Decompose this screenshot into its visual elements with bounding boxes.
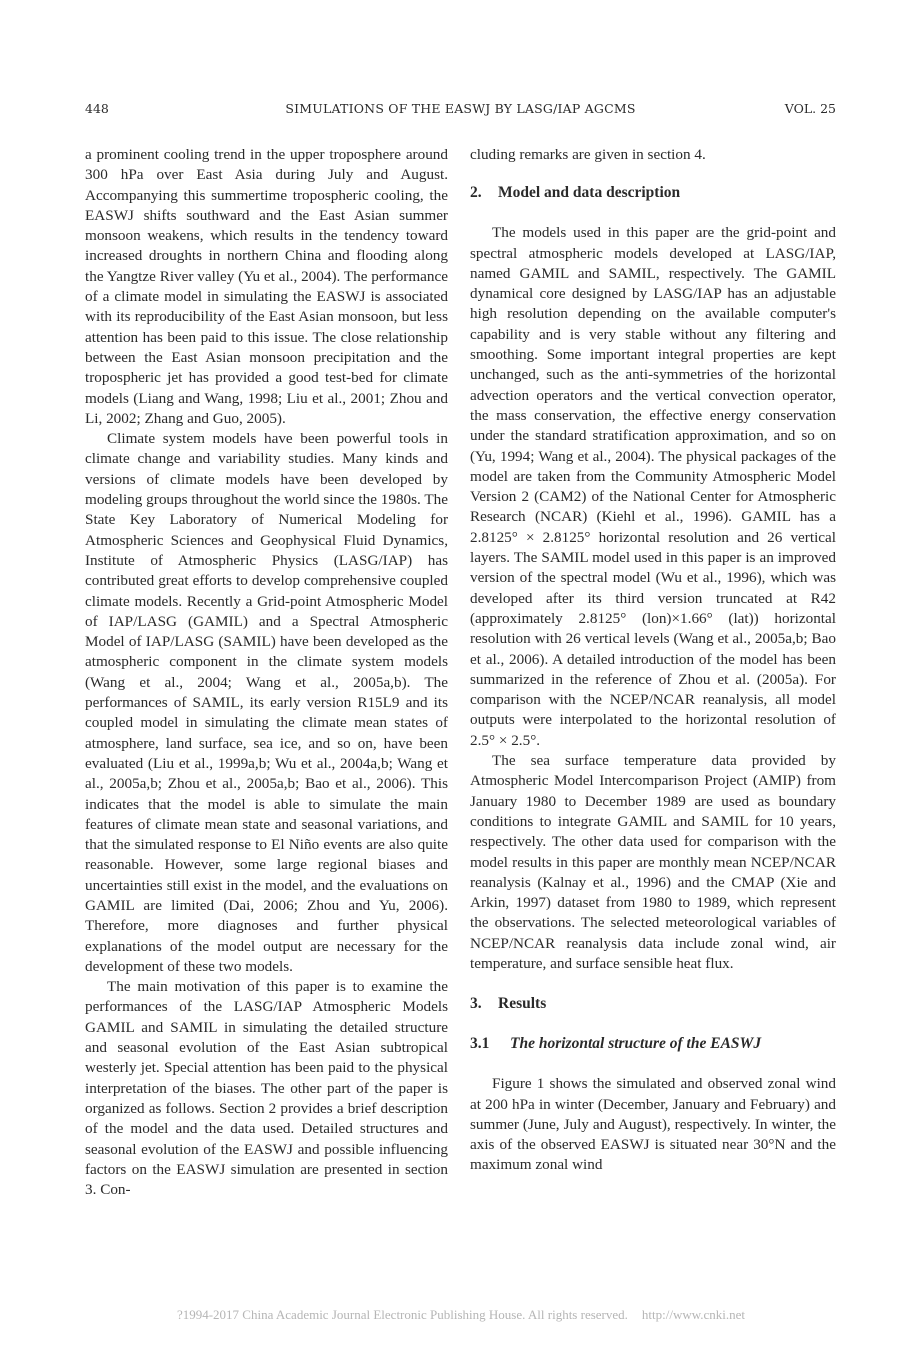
paragraph: The main motivation of this paper is to examine the performances of the LASG/IAP Atmospheric Models GAMIL and SAMIL in simulating the detailed structure and seasonal evolution of the East Asian subtropical westerly jet. Special attention has been paid to the physical interpretation of the biases. The other part of the paper is organized as follows. Section 2 provides a brief description of the model and the data used. Detailed structures and seasonal evolution of the EASWJ and possible influencing factors on the EASWJ simulation are presented in section 3. Con- bbox=[85, 978, 448, 1199]
volume-label: VOL. 25 bbox=[784, 101, 836, 116]
paragraph: The sea surface temperature data provided by Atmospheric Model Intercomparison Project (AMIP) from January 1980 to December 1989 are used as boundary conditions to integrate GAMIL and SAMIL for 10 years, respectively. The other data used for comparison with the model results in this paper are monthly mean NCEP/NCAR reanalysis (Kalnay et al., 1996) and the CMAP (Xie and Arkin, 1997) dataset from 1980 to 1989, which represent the observations. The selected meteorological variables of NCEP/NCAR reanalysis data include zonal wind, air temperature, and surface sensible heat flux. bbox=[470, 752, 836, 972]
running-header bbox=[85, 101, 836, 121]
copyright-text: ?1994-2017 China Academic Journal Electronic Publishing House. All rights reserved. bbox=[176, 1307, 628, 1322]
subsection-number: 3.1 bbox=[470, 1035, 490, 1053]
paragraph: cluding remarks are given in section 4. bbox=[470, 146, 706, 163]
subsection-title: The horizontal structure of the EASWJ bbox=[510, 1035, 762, 1053]
copyright-footer bbox=[0, 1307, 922, 1323]
section-number: 3. bbox=[470, 995, 482, 1013]
paragraph: Climate system models have been powerful tools in climate change and variability studies. Many kinds and versions of climate models have been developed by modeling groups throughout the world since the 1980s. The State Key Laboratory of Numerical Modeling for Atmospheric Sciences and Geophysical Fluid Dynamics, Institute of Atmospheric Physics (LASG/IAP) has contributed great efforts to develop comprehensive coupled climate models. Recently a Grid-point Atmospheric Model of IAP/LASG (GAMIL) and a Spectral Atmospheric Model of IAP/LASG (SAMIL) have been developed as the atmospheric component in the climate system models (Wang et al., 2004; Wang et al., 2005a,b). The performances of SAMIL, its early version R15L9 and its coupled model in simulating the climate mean states of atmosphere, land surface, sea ice, and so on, have been evaluated (Liu et al., 1999a,b; Wu et al., 2004a,b; Wang et al., 2005a,b; Zhou et al., 2005a,b; Bao et al., 2006). This indicates that the model is able to simulate the main features of climate mean state and seasonal variations, and that the simulated response to El Niño events are also quite reasonable. However, some large regional biases and uncertainties still exist in the model, and the evaluations on GAMIL are limited (Dai, 2006; Zhou and Yu, 2006). Therefore, more diagnoses and further physical explanations of the model output are necessary for the development of these two models. bbox=[85, 430, 448, 975]
section-title: Model and data description bbox=[498, 184, 681, 202]
right-column bbox=[470, 145, 836, 1176]
running-title: SIMULATIONS OF THE EASWJ BY LASG/IAP AGCMS bbox=[285, 101, 636, 116]
section-heading-2 bbox=[470, 183, 836, 203]
left-column bbox=[85, 145, 448, 1200]
subsection-heading-3-1 bbox=[470, 1034, 836, 1054]
page-number: 448 bbox=[85, 101, 109, 116]
footer-url: http://www.cnki.net bbox=[641, 1307, 746, 1322]
section-number: 2. bbox=[470, 184, 482, 202]
paragraph: Figure 1 shows the simulated and observed zonal wind at 200 hPa in winter (December, January and February) and summer (June, July and August), respectively. In winter, the axis of the observed EASWJ is situated near 30°N and the maximum zonal wind bbox=[470, 1075, 836, 1174]
section-title: Results bbox=[498, 995, 547, 1013]
paragraph: The models used in this paper are the grid-point and spectral atmospheric models developed at LASG/IAP, named GAMIL and SAMIL, respectively. The GAMIL dynamical core designed by LASG/IAP has an adjustable high resolution depending on the available computer's capability and is very stable without any filtering and smoothing. Some important integral properties are kept unchanged, such as the anti-symmetries of the horizontal advection operators and the vertical convection operator, the mass conservation, the effective energy conservation under the standard stratification approximation, and so on (Yu, 1994; Wang et al., 2004). The physical packages of the model are taken from the Community Atmospheric Model Version 2 (CAM2) of the National Center for Atmospheric Research (NCAR) (Kiehl et al., 1996). GAMIL has a 2.8125° × 2.8125° horizontal resolution and 26 vertical layers. The SAMIL model used in this paper is an improved version of the spectral model (Wu et al., 1996), which was developed after its third version truncated at R42 (approximately 2.8125° (lon)×1.66° (lat)) horizontal resolution with 26 vertical levels (Wang et al., 2005a,b; Bao et al., 2006). A detailed introduction of the model has been summarized in the reference of Zhou et al. (2005a). For comparison with the NCEP/NCAR reanalysis, all model outputs were interpolated to the horizontal resolution of 2.5° × 2.5°. bbox=[470, 224, 836, 749]
section-heading-3 bbox=[470, 994, 836, 1014]
paragraph: a prominent cooling trend in the upper troposphere around 300 hPa over East Asia during July and August. Accompanying this summertime tropospheric cooling, the EASWJ shifts southward and the East Asian summer monsoon weakens, which results in the tendency toward increased droughts in northern China and flooding along the Yangtze River valley (Yu et al., 2004). The performance of a climate model in simulating the EASWJ is associated with its reproducibility of the East Asian monsoon, but less attention has been paid to this issue. The close relationship between the East Asian monsoon precipitation and the tropospheric jet has provided a good test-bed for climate models (Liang and Wang, 1998; Liu et al., 2001; Zhou and Li, 2002; Zhang and Guo, 2005). bbox=[85, 146, 448, 427]
